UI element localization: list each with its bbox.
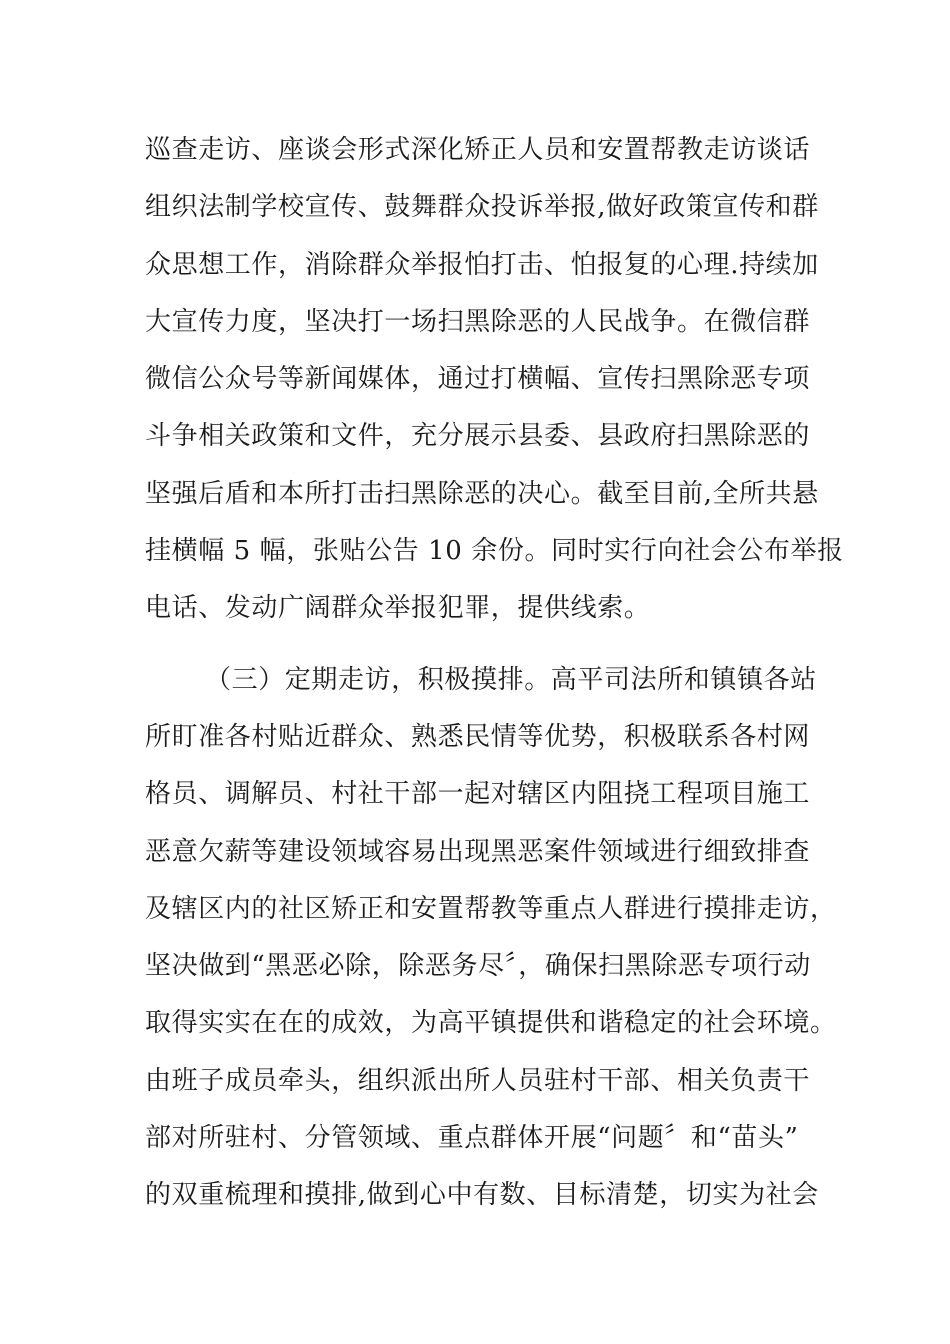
text-line: 坚强后盾和本所打击扫黑除恶的决心。截至目前,全所共悬 [145, 478, 819, 509]
document-body [145, 128, 844, 1231]
text-line: 微信公众号等新闻媒体，通过打横幅、宣传扫黑除恶专项 [145, 364, 811, 395]
text-line: 众思想工作，消除群众举报怕打击、怕报复的心理.持续加 [145, 249, 819, 280]
text-line: 格员、调解员、村社干部一起对辖区内阻挠工程项目施工 [145, 779, 811, 810]
text-line: 挂横幅 5 幅，张贴公告 10 余份。同时实行向社会公布举报 [145, 536, 844, 567]
text-line: 所盯准各村贴近群众、熟悉民情等优势，积极联系各村网 [145, 721, 811, 752]
text-line: 坚决做到“黑恶必除，除恶务尽〞，确保扫黑除恶专项行动 [145, 951, 811, 982]
text-line: 斗争相关政策和文件，充分展示县委、县政府扫黑除恶的 [145, 421, 811, 452]
text-line: 大宣传力度，坚决打一场扫黑除恶的人民战争。在微信群 [145, 306, 811, 337]
paragraph-1 [145, 128, 844, 644]
text-line: 部对所驻村、分管领域、重点群体开展“问题〞和“苗头” [145, 1123, 799, 1154]
text-line: 的双重梳理和摸排,做到心中有数、目标清楚，切实为社会 [145, 1180, 819, 1211]
text-line: 由班子成员牵头，组织派出所人员驻村干部、相关负责干 [145, 1065, 811, 1096]
paragraph-2 [145, 658, 837, 1231]
text-line: 及辖区内的社区矫正和安置帮教等重点人群进行摸排走访， [145, 893, 837, 924]
text-line: 恶意欠薪等建设领域容易出现黑恶案件领域进行细致排查 [145, 836, 811, 867]
text-line: 取得实实在在的成效，为高平镇提供和谐稳定的社会环境。 [145, 1008, 837, 1039]
paragraph-gap [145, 644, 825, 658]
text-line-first: （三）定期走访，积极摸排。高平司法所和镇镇各站 [205, 664, 817, 695]
text-line: 电话、发动广阔群众举报犯罪，提供线索。 [145, 593, 651, 624]
text-line: 巡查走访、座谈会形式深化矫正人员和安置帮教走访谈话 [145, 135, 811, 165]
text-line: 组织法制学校宣传、鼓舞群众投诉举报,做好政策宣传和群 [145, 192, 819, 223]
